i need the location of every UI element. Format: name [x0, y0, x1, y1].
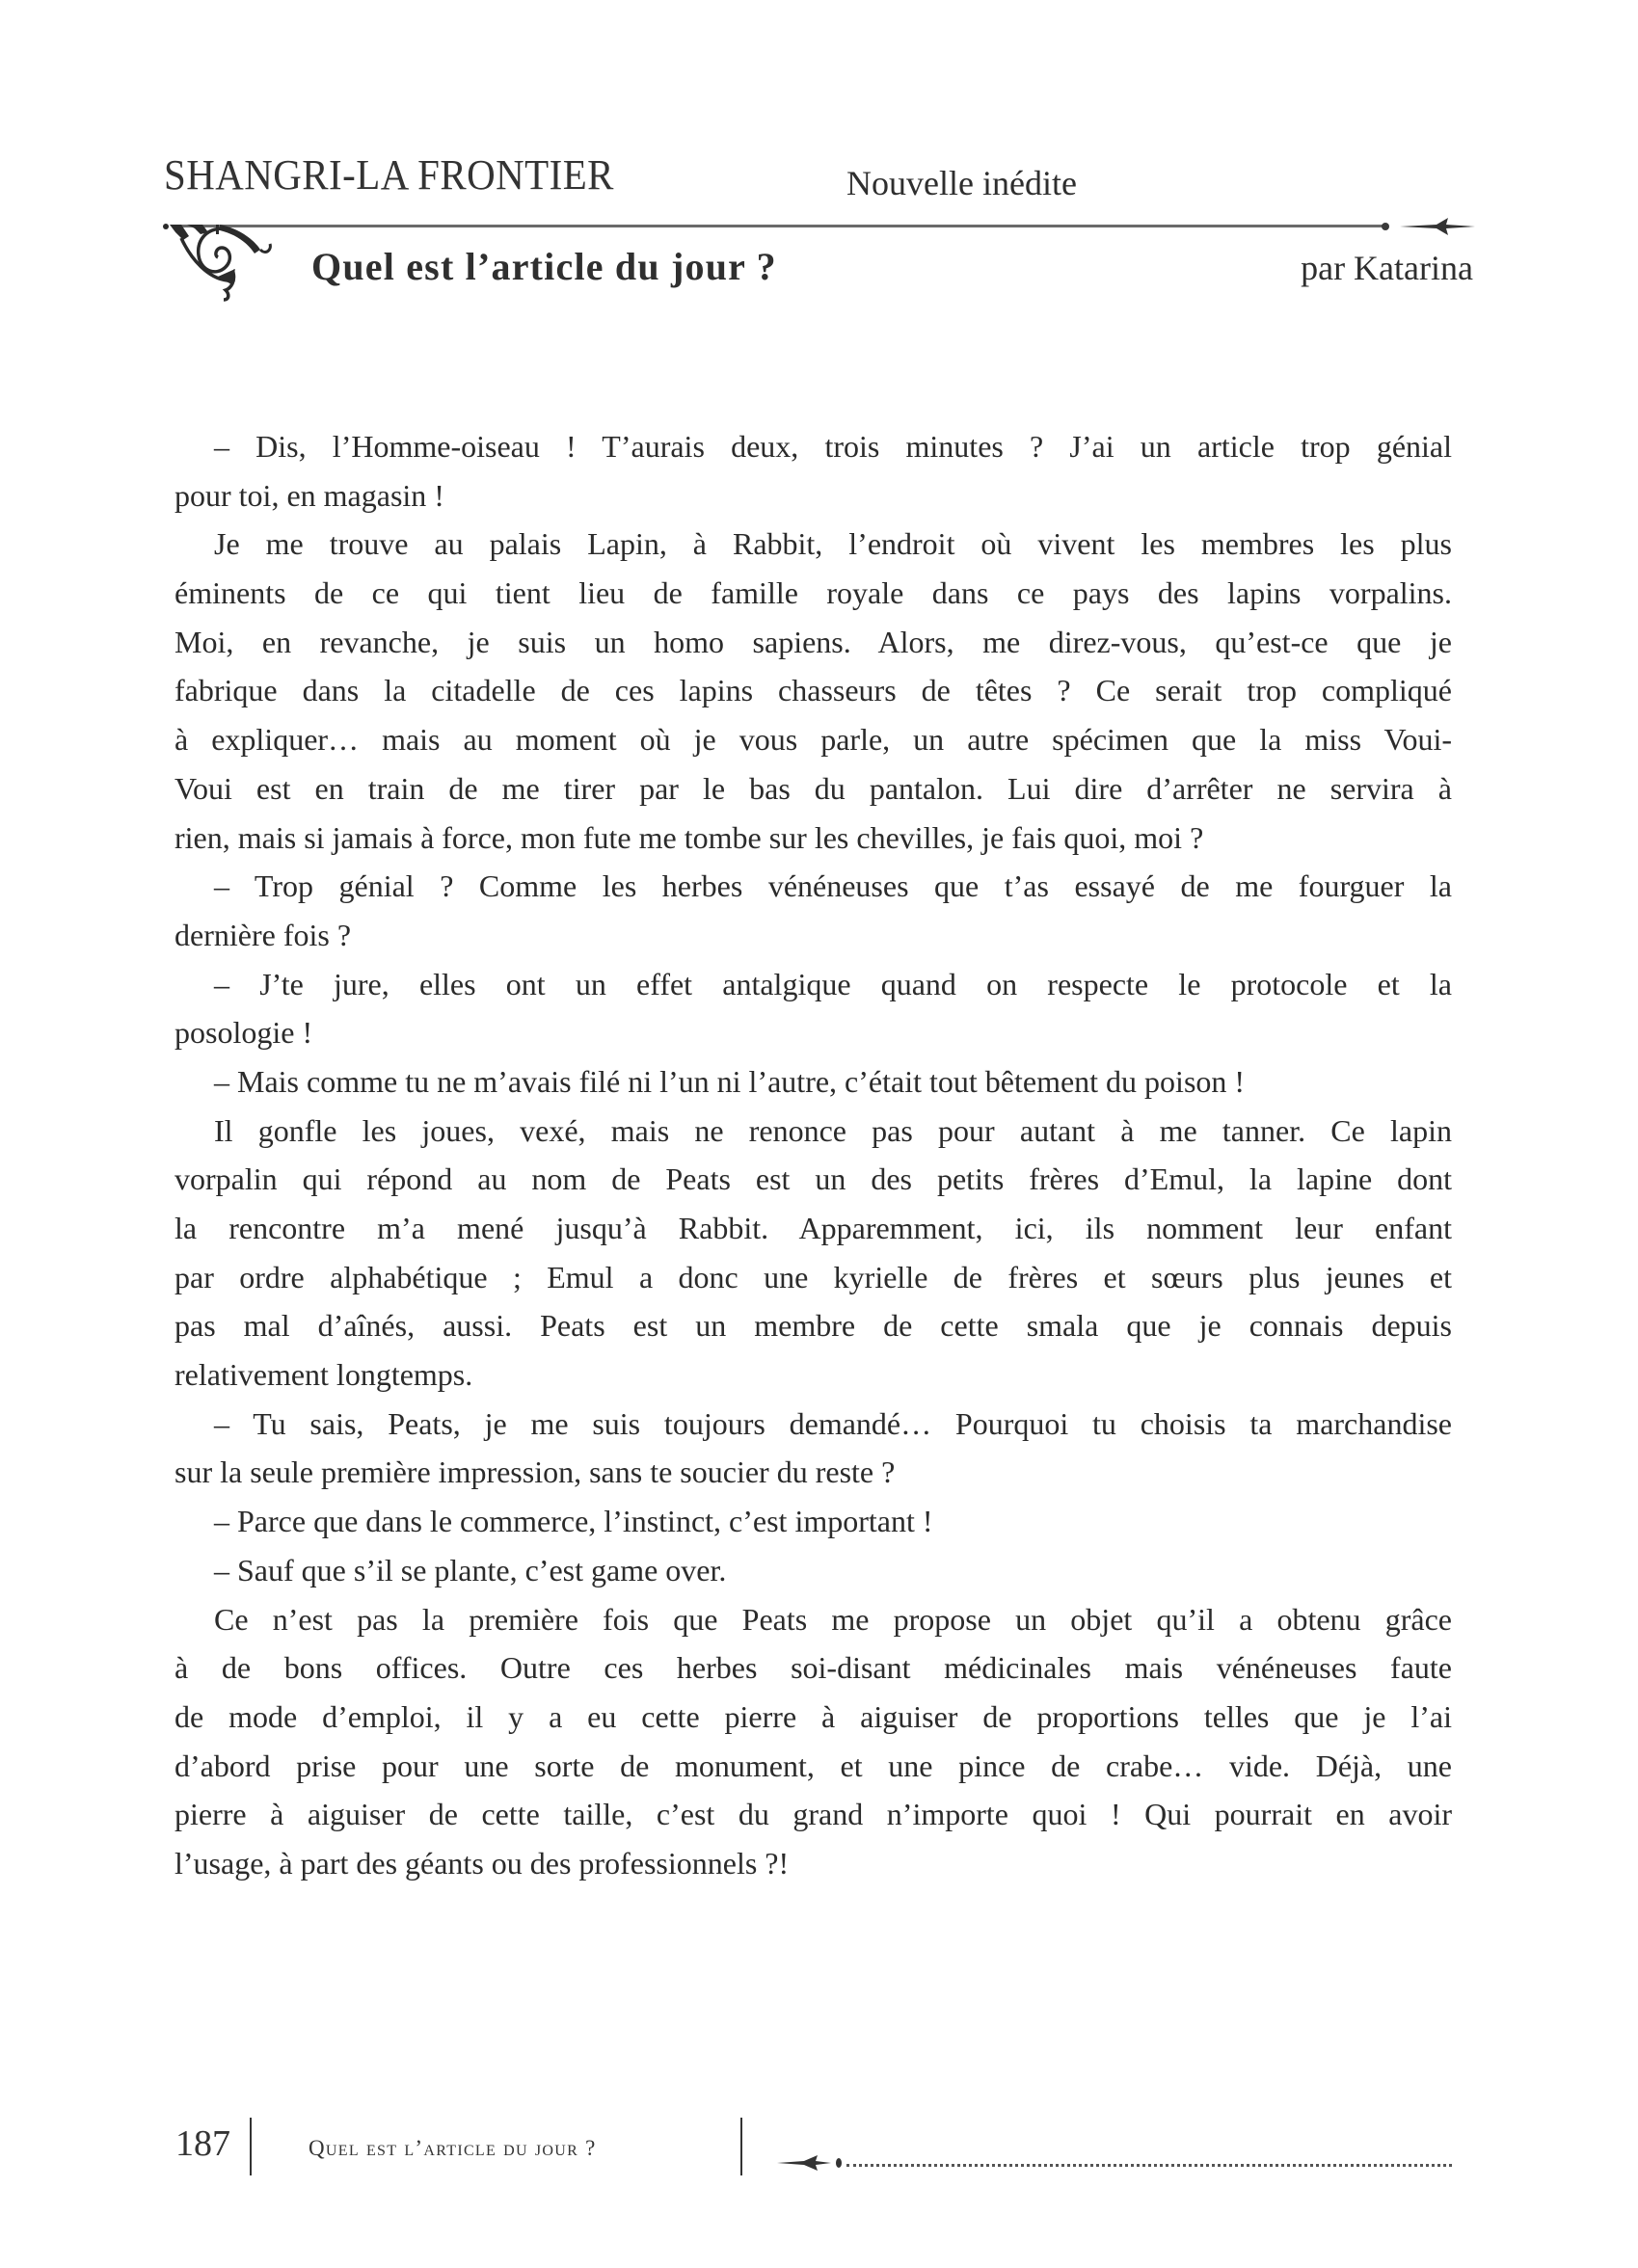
- text-line: – Dis, l’Homme-oiseau ! T’aurais deux, trois minutes ? J’ai un article trop génial: [214, 429, 1452, 464]
- footer-divider: [740, 2118, 742, 2175]
- text-line: Je me trouve au palais Lapin, à Rabbit, l’endroit où vivent les membres les plus: [214, 526, 1452, 562]
- text-line: éminents de ce qui tient lieu de famille royale dans ce pays des lapins vorpalins.: [175, 575, 1452, 611]
- text-line: Ce n’est pas la première fois que Peats me propose un objet qu’il a obtenu grâce: [214, 1601, 1452, 1637]
- text-line: par ordre alphabétique ; Emul a donc une kyrielle de frères et sœurs plus jeunes et: [175, 1259, 1452, 1294]
- footer-divider: [250, 2118, 252, 2175]
- arrow-ornament-icon: [775, 2154, 843, 2172]
- text-line: – J’te jure, elles ont un effet antalgique quand on respecte le protocole et la: [214, 966, 1452, 1001]
- text-line: à expliquer… mais au moment où je vous parle, un autre spécimen que la miss Voui-: [175, 722, 1452, 758]
- author-byline: par Katarina: [1301, 249, 1473, 287]
- footer-dotted-rule: [846, 2164, 1452, 2167]
- flourish-ornament-icon: [162, 221, 274, 302]
- text-line: Moi, en revanche, je suis un homo sapiens. Alors, me direz-vous, qu’est-ce que je: [175, 624, 1452, 659]
- text-line: pierre à aiguiser de cette taille, c’est du grand n’importe quoi ! Qui pourrait en avoir: [175, 1797, 1452, 1832]
- text-line: fabrique dans la citadelle de ces lapins chasseurs de têtes ? Ce serait trop compliqué: [175, 673, 1452, 708]
- text-line: dernière fois ?: [175, 917, 352, 952]
- arrow-ornament-icon: [1379, 214, 1480, 239]
- text-line: pas mal d’aînés, aussi. Peats est un membre de cette smala que je connais depuis: [175, 1308, 1452, 1344]
- text-line: pour toi, en magasin !: [175, 477, 444, 513]
- text-line: – Tu sais, Peats, je me suis toujours demandé… Pourquoi tu choisis ta marchandise: [214, 1405, 1452, 1441]
- text-line: Il gonfle les joues, vexé, mais ne renonce pas pour autant à me tanner. Ce lapin: [214, 1112, 1452, 1148]
- page-number: 187: [175, 2123, 230, 2164]
- story-title: Quel est l’article du jour ?: [311, 245, 777, 288]
- text-line: – Sauf que s’il se plante, c’est game over.: [214, 1552, 727, 1588]
- story-body: [175, 422, 1452, 1888]
- text-line: vorpalin qui répond au nom de Peats est un des petits frères d’Emul, la lapine dont: [175, 1161, 1452, 1197]
- header-rule: [178, 225, 1383, 227]
- text-line: – Mais comme tu ne m’avais filé ni l’un ni l’autre, c’était tout bêtement du poison !: [214, 1063, 1246, 1099]
- text-line: d’abord prise pour une sorte de monument, et une pince de crabe… vide. Déjà, une: [175, 1748, 1452, 1783]
- text-line: rien, mais si jamais à force, mon fute me tombe sur les chevilles, je fais quoi, moi ?: [175, 819, 1204, 855]
- collection-label: Nouvelle inédite: [846, 164, 1077, 202]
- text-line: la rencontre m’a mené jusqu’à Rabbit. Apparemment, ici, ils nomment leur enfant: [175, 1211, 1452, 1245]
- text-line: – Trop génial ? Comme les herbes vénéneuses que t’as essayé de me fourguer la: [214, 868, 1452, 904]
- series-title: SHANGRI-LA FRONTIER: [164, 151, 614, 199]
- text-line: sur la seule première impression, sans te soucier du reste ?: [175, 1454, 896, 1490]
- text-line: Voui est en train de me tirer par le bas du pantalon. Lui dire d’arrêter ne servira à: [175, 770, 1452, 806]
- text-line: de mode d’emploi, il y a eu cette pierre à aiguiser de proportions telles que je l’ai: [175, 1698, 1452, 1734]
- text-line: l’usage, à part des géants ou des professionnels ?!: [175, 1845, 790, 1881]
- running-title: Quel est l’article du jour ?: [309, 2136, 597, 2160]
- text-line: – Parce que dans le commerce, l’instinct, c’est important !: [214, 1504, 933, 1539]
- text-line: posologie !: [175, 1015, 313, 1051]
- page-footer: [0, 2116, 1638, 2193]
- text-line: relativement longtemps.: [175, 1357, 473, 1393]
- text-line: à de bons offices. Outre ces herbes soi-disant médicinales mais vénéneuses faute: [175, 1650, 1452, 1686]
